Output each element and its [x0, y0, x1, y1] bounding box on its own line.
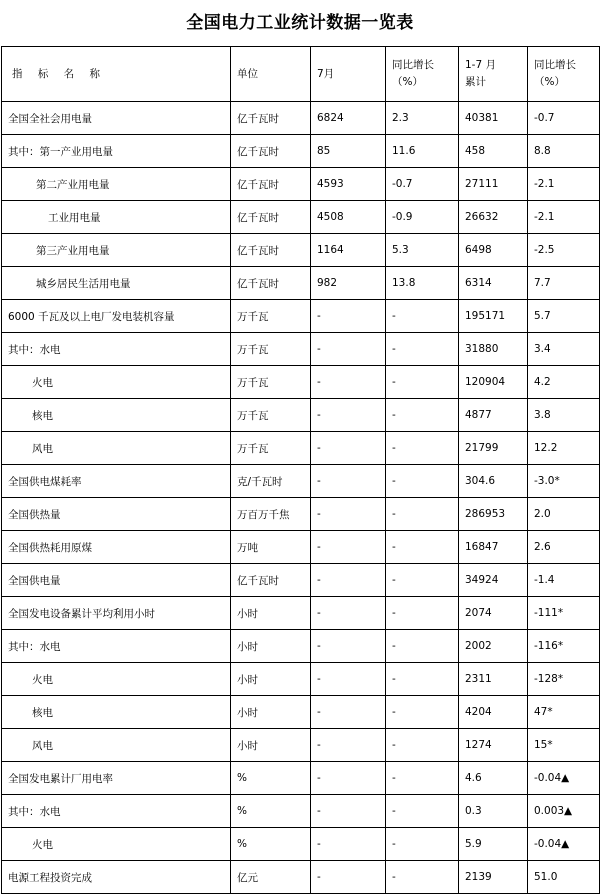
month-yoy: 13.8	[386, 267, 459, 300]
unit-cell: 万千瓦	[231, 333, 311, 366]
unit-cell: 小时	[231, 696, 311, 729]
month-yoy: 11.6	[386, 135, 459, 168]
unit-cell: %	[231, 795, 311, 828]
cumulative-yoy: 3.8	[528, 399, 600, 432]
header-month-yoy-line2: （%）	[392, 76, 423, 88]
table-row	[2, 234, 600, 267]
unit-cell: 小时	[231, 663, 311, 696]
indicator-name: 火电	[2, 828, 231, 861]
unit-cell: 万千瓦	[231, 366, 311, 399]
month-value: -	[311, 762, 386, 795]
table-row	[2, 498, 600, 531]
unit-cell: 亿元	[231, 861, 311, 894]
month-yoy: 5.3	[386, 234, 459, 267]
month-yoy: -	[386, 696, 459, 729]
cumulative-value: 6498	[459, 234, 528, 267]
unit-cell: 万吨	[231, 531, 311, 564]
indicator-name: 全国全社会用电量	[2, 102, 231, 135]
unit-cell: 小时	[231, 729, 311, 762]
month-yoy: -	[386, 333, 459, 366]
table-row	[2, 795, 600, 828]
header-cumulative-yoy	[528, 47, 600, 102]
table-row	[2, 135, 600, 168]
indicator-name: 风电	[2, 432, 231, 465]
table-row	[2, 267, 600, 300]
month-yoy: -	[386, 861, 459, 894]
month-value: -	[311, 597, 386, 630]
month-value: -	[311, 696, 386, 729]
month-yoy: -	[386, 795, 459, 828]
indicator-name: 其中：水电	[2, 630, 231, 663]
cumulative-yoy: -0.04▲	[528, 762, 600, 795]
month-yoy: -	[386, 663, 459, 696]
month-yoy: -	[386, 531, 459, 564]
table-row	[2, 696, 600, 729]
cumulative-yoy: 8.8	[528, 135, 600, 168]
month-value: -	[311, 828, 386, 861]
month-yoy: -	[386, 366, 459, 399]
month-value: 85	[311, 135, 386, 168]
cumulative-value: 21799	[459, 432, 528, 465]
unit-cell: 小时	[231, 630, 311, 663]
month-value: -	[311, 300, 386, 333]
cumulative-value: 40381	[459, 102, 528, 135]
cumulative-yoy: -1.4	[528, 564, 600, 597]
table-row	[2, 663, 600, 696]
cumulative-value: 5.9	[459, 828, 528, 861]
month-yoy: -	[386, 729, 459, 762]
cumulative-value: 4877	[459, 399, 528, 432]
cumulative-value: 26632	[459, 201, 528, 234]
month-yoy: -0.7	[386, 168, 459, 201]
cumulative-yoy: -0.04▲	[528, 828, 600, 861]
indicator-name: 核电	[2, 399, 231, 432]
cumulative-value: 2002	[459, 630, 528, 663]
indicator-name: 6000 千瓦及以上电厂发电装机容量	[2, 300, 231, 333]
month-value: -	[311, 465, 386, 498]
cumulative-yoy: 2.6	[528, 531, 600, 564]
table-row	[2, 102, 600, 135]
table-row	[2, 564, 600, 597]
table-row	[2, 333, 600, 366]
month-yoy: -0.9	[386, 201, 459, 234]
table-row	[2, 630, 600, 663]
month-yoy: -	[386, 300, 459, 333]
cumulative-value: 286953	[459, 498, 528, 531]
table-row	[2, 531, 600, 564]
month-value: 982	[311, 267, 386, 300]
month-value: -	[311, 795, 386, 828]
indicator-name: 全国供热量	[2, 498, 231, 531]
indicator-name: 其中：水电	[2, 795, 231, 828]
unit-cell: 克/千瓦时	[231, 465, 311, 498]
indicator-name: 风电	[2, 729, 231, 762]
unit-cell: 小时	[231, 597, 311, 630]
cumulative-yoy: 3.4	[528, 333, 600, 366]
cumulative-value: 458	[459, 135, 528, 168]
indicator-name: 其中：第一产业用电量	[2, 135, 231, 168]
cumulative-yoy: 4.2	[528, 366, 600, 399]
cumulative-yoy: 5.7	[528, 300, 600, 333]
indicator-name: 工业用电量	[2, 201, 231, 234]
cumulative-value: 0.3	[459, 795, 528, 828]
table-header-row	[2, 47, 600, 102]
cumulative-value: 27111	[459, 168, 528, 201]
unit-cell: %	[231, 828, 311, 861]
indicator-name: 火电	[2, 366, 231, 399]
statistics-table	[1, 46, 600, 894]
table-row	[2, 729, 600, 762]
header-cumulative	[459, 47, 528, 102]
cumulative-yoy: -116*	[528, 630, 600, 663]
unit-cell: 万千瓦	[231, 399, 311, 432]
unit-cell: 亿千瓦时	[231, 102, 311, 135]
indicator-name: 全国发电设备累计平均利用小时	[2, 597, 231, 630]
cumulative-value: 6314	[459, 267, 528, 300]
month-value: -	[311, 333, 386, 366]
month-yoy: -	[386, 465, 459, 498]
month-value: -	[311, 531, 386, 564]
month-value: -	[311, 630, 386, 663]
table-row	[2, 597, 600, 630]
header-cumulative-line1: 1-7 月	[465, 59, 496, 71]
cumulative-yoy: -2.1	[528, 168, 600, 201]
cumulative-value: 4204	[459, 696, 528, 729]
cumulative-value: 16847	[459, 531, 528, 564]
header-month-yoy-line1: 同比增长	[392, 59, 434, 71]
cumulative-yoy: -111*	[528, 597, 600, 630]
header-month-yoy	[386, 47, 459, 102]
month-yoy: -	[386, 432, 459, 465]
cumulative-yoy: -128*	[528, 663, 600, 696]
cumulative-yoy: -2.5	[528, 234, 600, 267]
month-value: 1164	[311, 234, 386, 267]
unit-cell: 亿千瓦时	[231, 201, 311, 234]
month-value: -	[311, 663, 386, 696]
unit-cell: 亿千瓦时	[231, 135, 311, 168]
month-yoy: -	[386, 597, 459, 630]
cumulative-value: 2139	[459, 861, 528, 894]
header-indicator-name: 指 标 名 称	[2, 47, 231, 102]
month-yoy: 2.3	[386, 102, 459, 135]
header-cumulative-line2: 累计	[465, 76, 486, 88]
header-unit: 单位	[231, 47, 311, 102]
cumulative-value: 4.6	[459, 762, 528, 795]
cumulative-value: 304.6	[459, 465, 528, 498]
month-value: -	[311, 729, 386, 762]
table-row	[2, 762, 600, 795]
month-yoy: -	[386, 399, 459, 432]
unit-cell: 亿千瓦时	[231, 267, 311, 300]
month-value: -	[311, 498, 386, 531]
cumulative-yoy: 7.7	[528, 267, 600, 300]
cumulative-yoy: -3.0*	[528, 465, 600, 498]
header-month: 7月	[311, 47, 386, 102]
indicator-name: 全国供电量	[2, 564, 231, 597]
table-row	[2, 399, 600, 432]
month-value: -	[311, 432, 386, 465]
table-row	[2, 300, 600, 333]
header-cumulative-yoy-line2: （%）	[534, 76, 565, 88]
cumulative-yoy: 2.0	[528, 498, 600, 531]
month-value: -	[311, 861, 386, 894]
month-yoy: -	[386, 762, 459, 795]
indicator-name: 第三产业用电量	[2, 234, 231, 267]
month-value: 4593	[311, 168, 386, 201]
unit-cell: 万千瓦	[231, 300, 311, 333]
indicator-name: 城乡居民生活用电量	[2, 267, 231, 300]
header-cumulative-yoy-line1: 同比增长	[534, 59, 576, 71]
cumulative-value: 31880	[459, 333, 528, 366]
indicator-name: 第二产业用电量	[2, 168, 231, 201]
unit-cell: 亿千瓦时	[231, 564, 311, 597]
unit-cell: 亿千瓦时	[231, 168, 311, 201]
cumulative-yoy: -0.7	[528, 102, 600, 135]
month-yoy: -	[386, 630, 459, 663]
cumulative-value: 34924	[459, 564, 528, 597]
month-value: -	[311, 399, 386, 432]
month-yoy: -	[386, 498, 459, 531]
month-yoy: -	[386, 828, 459, 861]
indicator-name: 电源工程投资完成	[2, 861, 231, 894]
month-value: 4508	[311, 201, 386, 234]
cumulative-value: 195171	[459, 300, 528, 333]
table-row	[2, 861, 600, 894]
unit-cell: 万千瓦	[231, 432, 311, 465]
unit-cell: 万百万千焦	[231, 498, 311, 531]
cumulative-value: 2311	[459, 663, 528, 696]
indicator-name: 全国供电煤耗率	[2, 465, 231, 498]
indicator-name: 其中：水电	[2, 333, 231, 366]
month-yoy: -	[386, 564, 459, 597]
table-row	[2, 465, 600, 498]
cumulative-yoy: 0.003▲	[528, 795, 600, 828]
indicator-name: 全国供热耗用原煤	[2, 531, 231, 564]
table-row	[2, 828, 600, 861]
page-title: 全国电力工业统计数据一览表	[186, 13, 414, 33]
cumulative-value: 120904	[459, 366, 528, 399]
table-row	[2, 201, 600, 234]
month-value: -	[311, 564, 386, 597]
cumulative-yoy: 51.0	[528, 861, 600, 894]
cumulative-yoy: 47*	[528, 696, 600, 729]
table-row	[2, 366, 600, 399]
indicator-name: 火电	[2, 663, 231, 696]
unit-cell: %	[231, 762, 311, 795]
month-value: 6824	[311, 102, 386, 135]
table-row	[2, 168, 600, 201]
cumulative-yoy: 12.2	[528, 432, 600, 465]
cumulative-value: 2074	[459, 597, 528, 630]
cumulative-yoy: 15*	[528, 729, 600, 762]
unit-cell: 亿千瓦时	[231, 234, 311, 267]
cumulative-yoy: -2.1	[528, 201, 600, 234]
indicator-name: 核电	[2, 696, 231, 729]
indicator-name: 全国发电累计厂用电率	[2, 762, 231, 795]
table-row	[2, 432, 600, 465]
cumulative-value: 1274	[459, 729, 528, 762]
month-value: -	[311, 366, 386, 399]
